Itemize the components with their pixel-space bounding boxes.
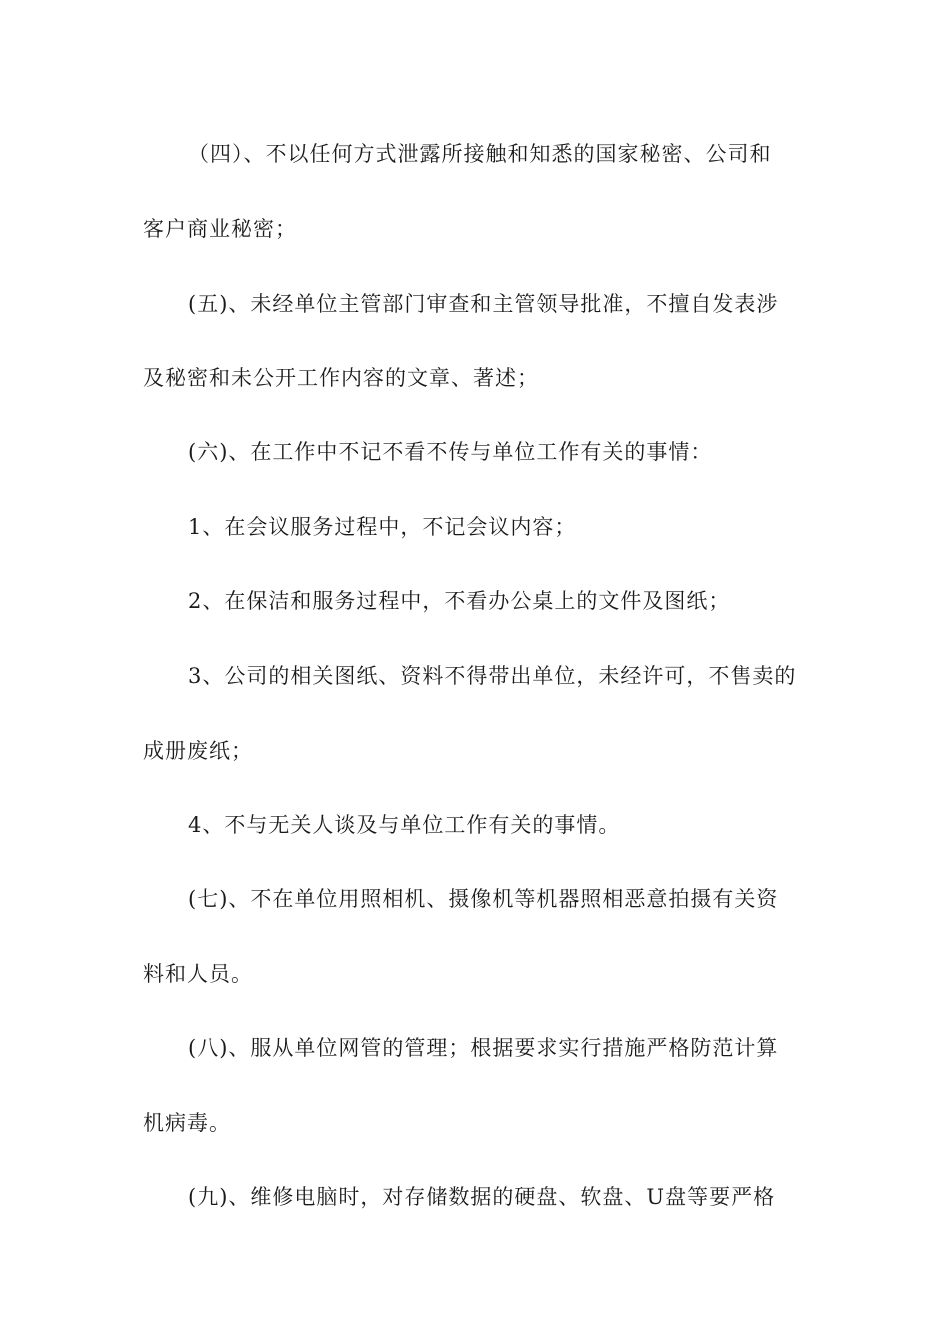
paragraph-4-line-2: 客户商业秘密；: [143, 217, 297, 241]
paragraph-5-line-2: 及秘密和未公开工作内容的文章、著述；: [143, 366, 539, 390]
paragraph-5-line-1: (五)、未经单位主管部门审查和主管领导批准，不擅自发表涉: [188, 292, 779, 316]
list-item-2: 2、在保洁和服务过程中，不看办公桌上的文件及图纸；: [188, 589, 731, 613]
paragraph-6-line-1: (六)、在工作中不记不看不传与单位工作有关的事情：: [188, 440, 713, 464]
paragraph-9-line-1: (九)、维修电脑时，对存储数据的硬盘、软盘、U盘等要严格: [188, 1185, 776, 1209]
paragraph-7-line-2: 料和人员。: [143, 962, 253, 986]
paragraph-4-line-1: （四）、不以任何方式泄露所接触和知悉的国家秘密、公司和: [188, 142, 772, 166]
list-item-1: 1、在会议服务过程中，不记会议内容；: [188, 515, 577, 539]
list-item-3-line-1: 3、公司的相关图纸、资料不得带出单位，未经许可，不售卖的: [188, 664, 797, 688]
paragraph-8-line-2: 机病毒。: [143, 1111, 231, 1135]
paragraph-8-line-1: (八)、服从单位网管的管理；根据要求实行措施严格防范计算: [188, 1036, 779, 1060]
paragraph-7-line-1: (七)、不在单位用照相机、摄像机等机器照相恶意拍摄有关资: [188, 887, 779, 911]
list-item-4: 4、不与无关人谈及与单位工作有关的事情。: [188, 813, 621, 837]
list-item-3-line-2: 成册废纸；: [143, 739, 253, 763]
